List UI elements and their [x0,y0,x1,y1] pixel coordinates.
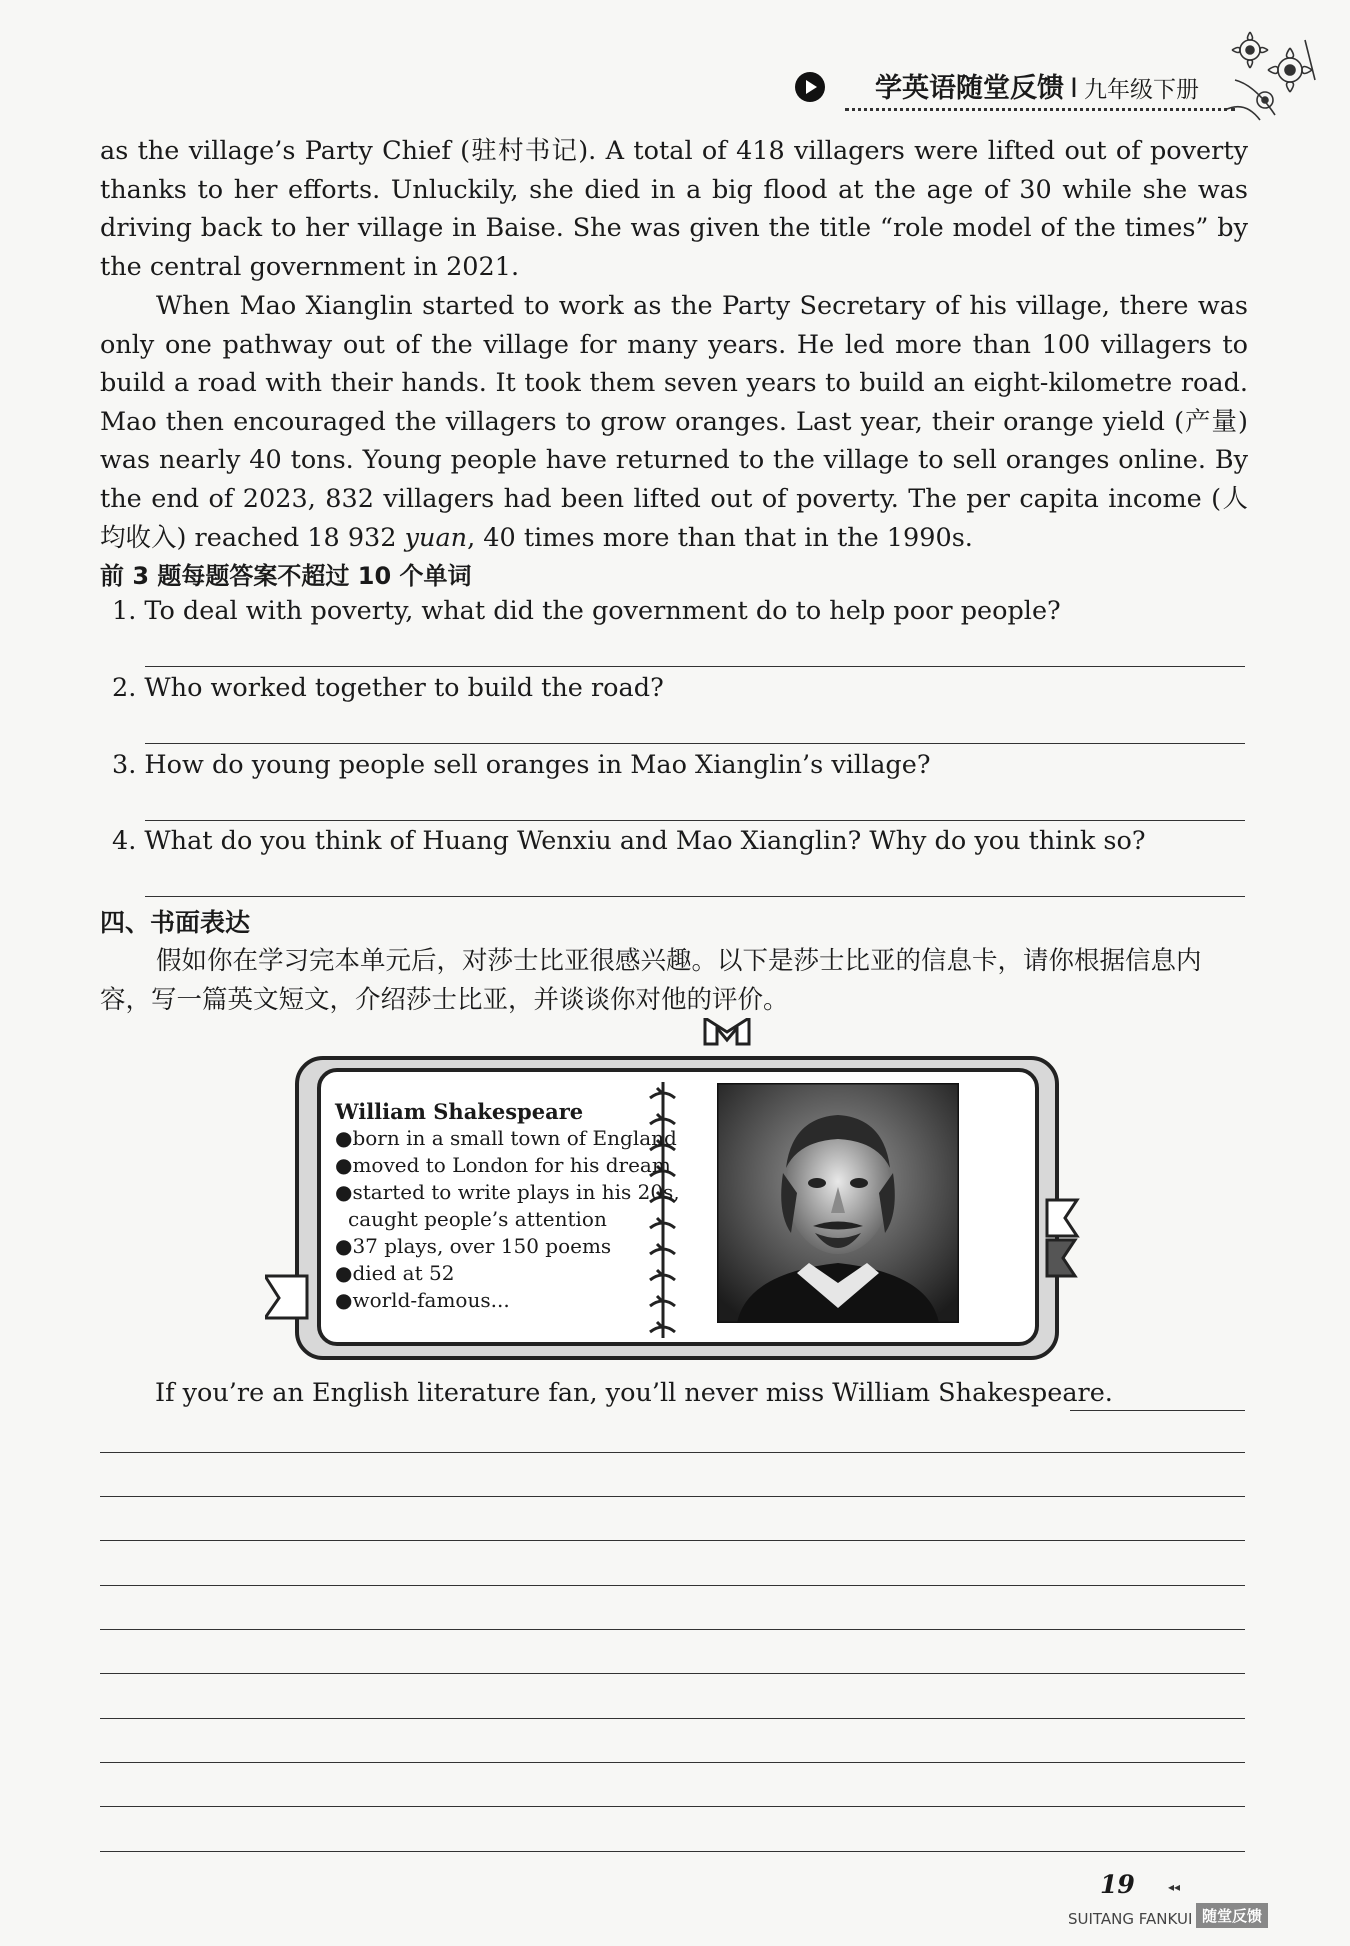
question-2: 2. Who worked together to build the road? [112,673,664,703]
question-1: 1. To deal with poverty, what did the government do to help poor people? [112,596,1061,626]
card-item: ●37 plays, over 150 poems [335,1234,612,1258]
flower-decoration-icon [1215,20,1330,130]
question-3: 3. How do young people sell oranges in Mao Xianglin’s village? [112,750,931,780]
writing-lead-blank[interactable] [1070,1410,1245,1411]
writing-line[interactable] [100,1452,1245,1453]
section-heading-writing: 四、书面表达 [100,908,251,937]
header [795,62,1245,122]
card-item: ●moved to London for his dream [335,1153,671,1177]
answer-note: 前 3 题每题答案不超过 10 个单词 [100,562,472,590]
passage-paragraph-1: as the village’s Party Chief (驻村书记). A total of 418 villagers were lifted out of poverty thanks to her efforts. Unluckily, she died in a big flood at the age of 30 while she was driving back to her village in Baise. She was given the title “role model of the times” by the central government in 2021. [100,136,1248,282]
question-4: 4. What do you think of Huang Wenxiu and Mao Xianglin? Why do you think so? [112,826,1146,856]
title-separator: I [1070,73,1078,104]
card-item: caught people’s attention [348,1207,607,1231]
answer-line-2[interactable] [145,743,1245,744]
book-title-text: 学英语随堂反馈 [875,73,1064,104]
answer-line-1[interactable] [145,666,1245,667]
writing-line[interactable] [100,1851,1245,1852]
passage-paragraph-2 [100,287,1248,557]
page-number: 19 [1100,1870,1135,1899]
footer-brand-cn: 随堂反馈 [1196,1903,1268,1928]
arrow-left-icon: ◂◂ [1168,1880,1181,1894]
info-card-text [335,1098,680,1314]
card-item: ●born in a small town of England [335,1126,677,1150]
shakespeare-portrait [717,1083,959,1323]
passage-paragraph-2-end: , 40 times more than that in the 1990s. [467,522,973,553]
writing-line[interactable] [100,1496,1245,1497]
grade-label: 九年级下册 [1083,77,1199,103]
card-item: ●started to write plays in his 20s, [335,1180,680,1204]
yuan-word: yuan [404,522,468,553]
card-item: ●died at 52 [335,1261,455,1285]
writing-instruction: 假如你在学习完本单元后，对莎士比亚很感兴趣。以下是莎士比亚的信息卡，请你根据信息内容，写一篇英文短文，介绍莎士比亚，并谈谈你对他的评价。 [100,946,1202,1015]
writing-line[interactable] [100,1585,1245,1586]
writing-line[interactable] [100,1806,1245,1807]
card-name: William Shakespeare [335,1099,584,1124]
answer-line-3[interactable] [145,820,1245,821]
answer-line-4[interactable] [145,896,1245,897]
writing-line[interactable] [100,1762,1245,1763]
writing-line[interactable] [100,1540,1245,1541]
writing-line[interactable] [100,1629,1245,1630]
writing-lead-sentence: If you’re an English literature fan, you’ll never miss William Shakespeare. [155,1378,1113,1408]
header-dotted-rule [845,108,1235,111]
play-icon [795,72,825,102]
passage-paragraph-2-text: When Mao Xianglin started to work as the Party Secretary of his village, there was only one pathway out of the village for many years. He led more than 100 villagers to build a road with their hands. It took them seven years to build an eight-kilometre road. Mao then encouraged the villagers to grow oranges. Last year, their orange yield (产量) was nearly 40 tons. Young people have returned to the village to sell oranges online. By the end of 2023, 832 villagers had been lifted out of poverty. The per capita income (人均收入) reached 18 932 [100,291,1248,553]
book-title [875,66,1199,105]
footer-brand-en: SUITANG FANKUI [1068,1910,1193,1928]
card-item: ●world-famous... [335,1288,510,1312]
writing-line[interactable] [100,1673,1245,1674]
writing-line[interactable] [100,1718,1245,1719]
